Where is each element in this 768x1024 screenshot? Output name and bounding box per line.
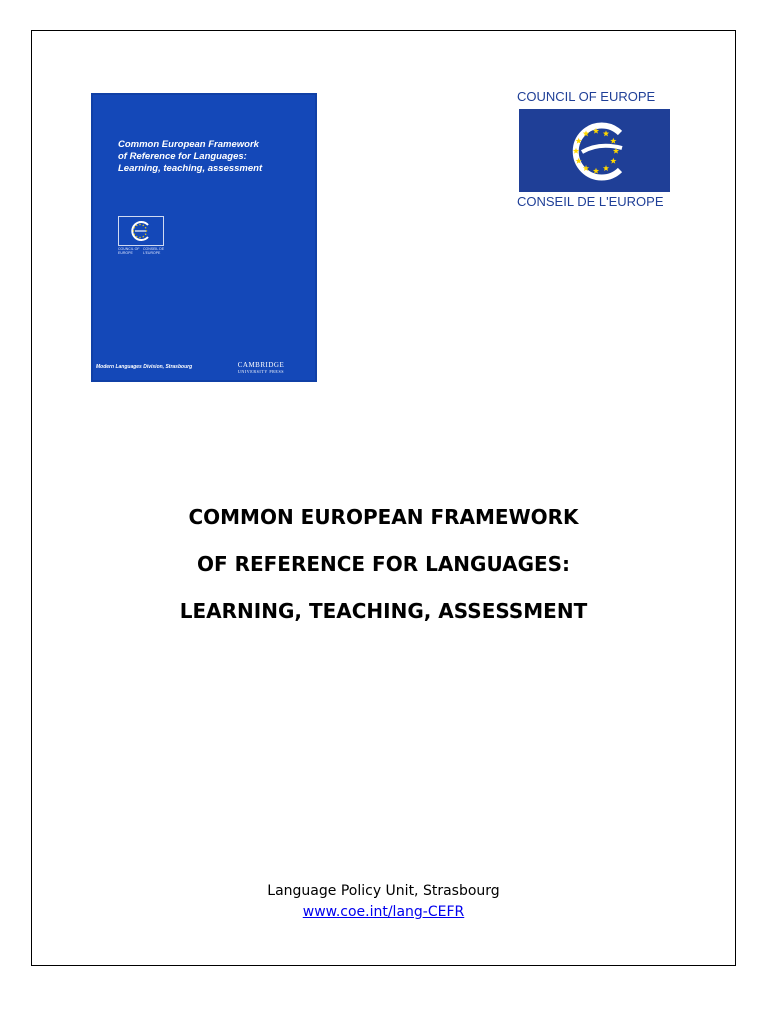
star-icon — [142, 236, 144, 238]
website-link-container — [31, 902, 736, 922]
title-line: OF REFERENCE FOR LANGUAGES: — [196, 552, 571, 576]
conseil-de-l-europe-label: CONSEIL DE L'EUROPE — [517, 194, 664, 209]
star-icon — [145, 227, 147, 229]
cover-publisher-sub: UNIVERSITY PRESS — [237, 369, 285, 374]
council-of-europe-label: COUNCIL OF EUROPE — [517, 89, 656, 104]
cover-publisher-name: CAMBRIDGE — [237, 361, 285, 369]
star-icon — [139, 236, 141, 238]
star-icon — [142, 224, 144, 226]
cover-logo-label-en: COUNCIL OF EUROPE — [118, 247, 140, 255]
policy-unit-text: Language Policy Unit, Strasbourg — [267, 883, 500, 899]
book-cover-image — [91, 93, 317, 382]
cover-emblem-icon — [118, 216, 164, 246]
cover-footer: Modern Languages Division, Strasbourg — [96, 364, 193, 370]
cover-title-line: Learning, teaching, assessment — [118, 163, 263, 174]
cover-title — [118, 139, 308, 175]
star-icon — [139, 223, 141, 225]
cover-logo-labels — [118, 247, 198, 255]
title-line: COMMON EUROPEAN FRAMEWORK — [188, 505, 579, 529]
website-link[interactable]: www.coe.int/lang-CEFR — [302, 904, 465, 920]
star-icon — [145, 233, 147, 235]
cover-title-line: Common European Framework — [118, 139, 259, 150]
document-title — [31, 500, 736, 641]
cover-publisher — [226, 361, 296, 374]
council-of-europe-emblem-icon — [519, 109, 670, 192]
cover-title-line: of Reference for Languages: — [118, 151, 247, 162]
title-line: LEARNING, TEACHING, ASSESSMENT — [179, 599, 588, 623]
cover-logo-label-fr: CONSEIL DE L'EUROPE — [142, 247, 165, 255]
